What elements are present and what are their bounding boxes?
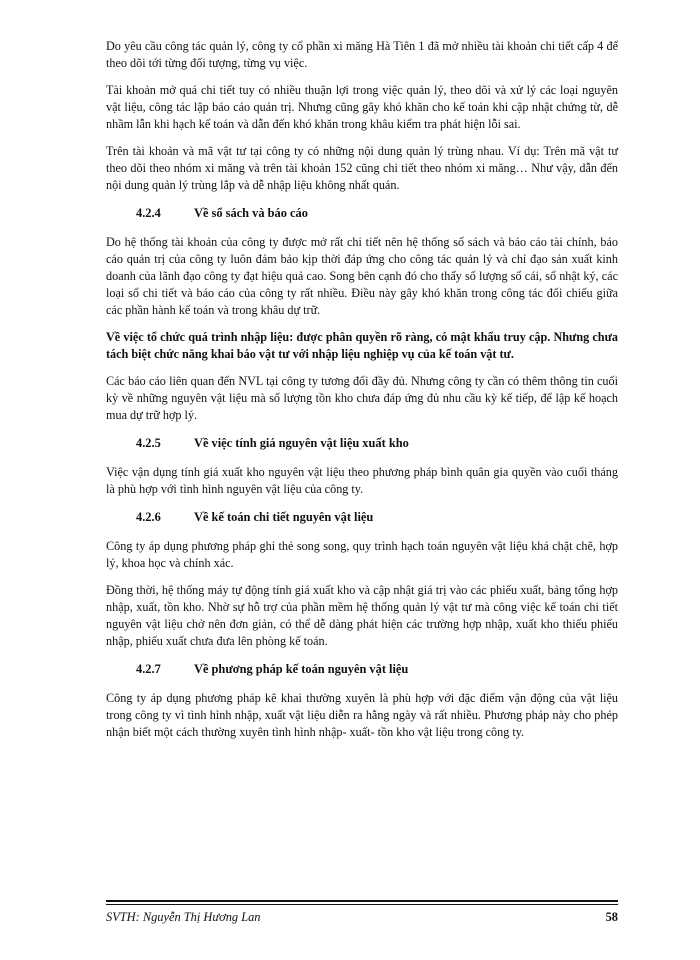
- paragraph: Các báo cáo liên quan đến NVL tại công ty tương đối đầy đủ. Nhưng công ty cần có thêm thông tin cuối kỳ về những nguyên vật liệu mà số lượng tồn kho chưa đáp ứng đủ nhu cầu kỳ kế tiếp, để lập kế hoạch mua dự trữ hợp lý.: [106, 374, 618, 422]
- paragraph: Công ty áp dụng phương pháp kê khai thường xuyên là phù hợp với đặc điểm vận động của vật liệu trong công ty vì tình hình nhập, xuất vật liệu diễn ra hằng ngày và rất nhiều. Phương pháp này cho phép nhận biết một cách thường xuyên tình hình nhập- xuất- tồn kho vật liệu trong công ty.: [106, 691, 618, 739]
- section-heading-4-2-7: [106, 662, 618, 677]
- section-title: Về kế toán chi tiết nguyên vật liệu: [194, 510, 374, 524]
- section-number: 4.2.4: [136, 206, 161, 220]
- page-footer: [106, 900, 618, 925]
- section-heading-4-2-5: [106, 436, 618, 451]
- page-body: [106, 38, 618, 741]
- section-number: 4.2.7: [136, 662, 161, 676]
- footer-row: [106, 910, 618, 925]
- section-title: Về việc tính giá nguyên vật liệu xuất kho: [194, 436, 409, 450]
- section-heading-4-2-6: [106, 510, 618, 525]
- paragraph: Công ty áp dụng phương pháp ghi thẻ song song, quy trình hạch toán nguyên vật liệu khá chặt chẽ, hợp lý, khoa học và chính xác.: [106, 539, 618, 570]
- section-title: Về sổ sách và báo cáo: [194, 206, 308, 220]
- section-heading-4-2-4: [106, 206, 618, 221]
- page-number: 58: [605, 910, 618, 924]
- section-number: 4.2.5: [136, 436, 161, 450]
- paragraph: Đồng thời, hệ thống máy tự động tính giá xuất kho và cập nhật giá trị vào các phiếu xuất, bảng tổng hợp nhập, xuất, tồn kho. Nhờ sự hỗ trợ của phần mềm hệ thống quản lý vật tư mà công việc kế toán chi tiết nguyên vật liệu chở nên đơn giản, có thể dễ dàng phát hiện các trường hợp nhập, xuất kho thiếu phiếu nhập, phiếu xuất chưa đưa lên phòng kế toán.: [106, 583, 618, 648]
- footer-author: SVTH: Nguyễn Thị Hương Lan: [106, 910, 261, 924]
- paragraph: Do hệ thống tài khoản của công ty được mở rất chi tiết nên hệ thống sổ sách và báo cáo tài chính, báo cáo quản trị của công ty luôn đảm bảo kịp thời đáp ứng cho công tác quản lý và chỉ đạo sản xuất kinh doanh của lãnh đạo công ty đạt hiệu quả cao. Song bên cạnh đó cho thấy số lượng sổ cái, sổ nhật ký, các loại sổ chi tiết và báo cáo của công ty rất nhiều. Điều này gây khó khăn trong công tác đối chiếu giữa các phần hành kế toán và trong khâu dự trữ.: [106, 235, 618, 317]
- footer-rule-thick: [106, 900, 618, 902]
- paragraph: Việc vận dụng tính giá xuất kho nguyên vật liệu theo phương pháp bình quân gia quyền vào cuối tháng là phù hợp với tình hình nguyên vật liệu của công ty.: [106, 465, 618, 496]
- paragraph: Do yêu cầu công tác quản lý, công ty cổ phần xi măng Hà Tiên 1 đã mở nhiều tài khoản chi tiết cấp 4 để theo dõi tới từng đối tượng, từng vụ việc.: [106, 39, 618, 70]
- section-title: Về phương pháp kế toán nguyên vật liệu: [194, 662, 409, 676]
- bold-paragraph: Về việc tổ chức quá trình nhập liệu: được phân quyền rõ ràng, có mật khẩu truy cập. Nhưng chưa tách biệt chức năng khai báo vật tư với nhập liệu nghiệp vụ của kế toán vật tư.: [106, 330, 618, 361]
- paragraph: Trên tài khoản và mã vật tư tại công ty có những nội dung quản lý trùng nhau. Ví dụ: Trên mã vật tư theo dõi theo nhóm xi măng và trên tài khoản 152 cũng chi tiết theo nhóm xi măng… Như vậy, dẫn đến nội dung quản lý trùng lắp và dễ nhập liệu không nhất quán.: [106, 144, 618, 192]
- section-number: 4.2.6: [136, 510, 161, 524]
- footer-rule-thin: [106, 904, 618, 905]
- paragraph: Tài khoản mở quá chi tiết tuy có nhiều thuận lợi trong việc quản lý, theo dõi và xử lý các loại nguyên vật liệu, công tác lập báo cáo quản trị. Nhưng cũng gây khó khăn cho kế toán khi cập nhật chứng từ, dễ nhầm lẫn khi hạch kế toán và dẫn đến khó khăn trong khâu kiểm tra phát hiện lỗi sai.: [106, 83, 618, 131]
